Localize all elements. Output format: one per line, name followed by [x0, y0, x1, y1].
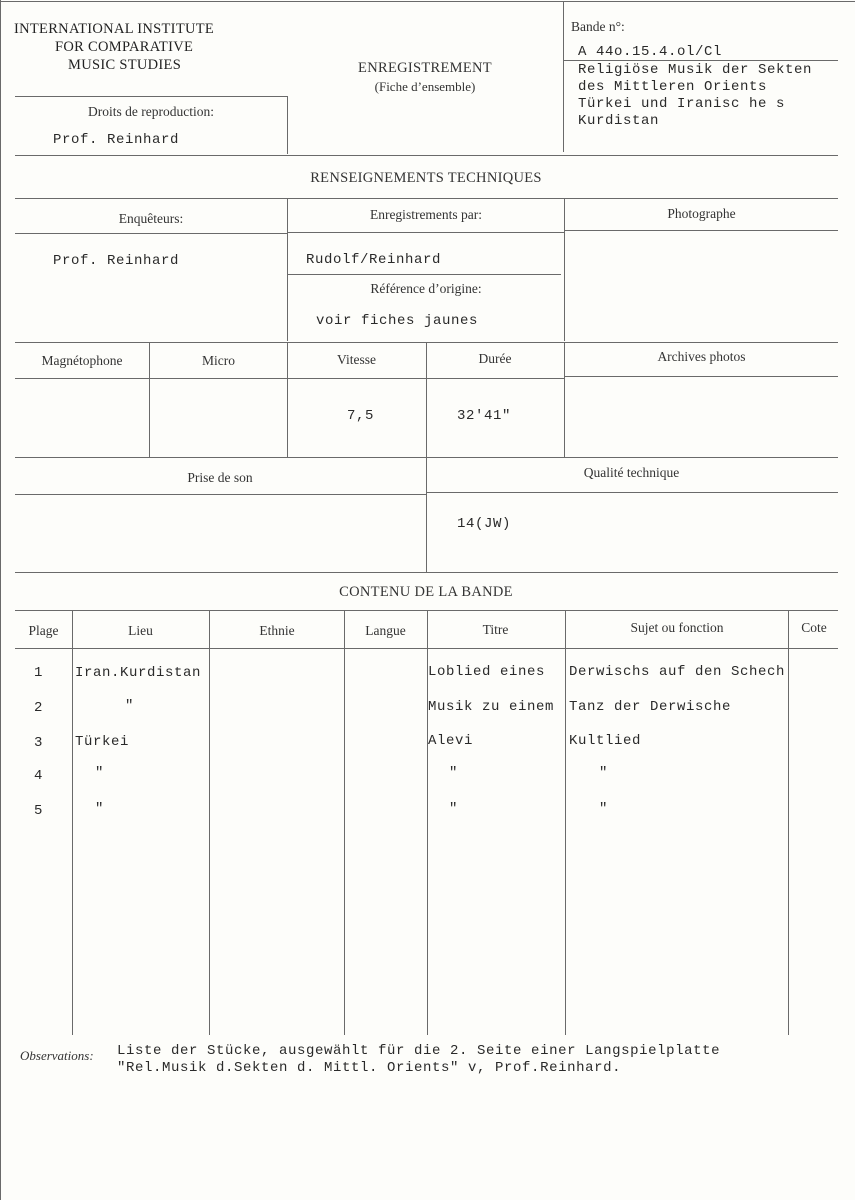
col-plage: Plage [28, 623, 59, 638]
ethnie-left-line [209, 610, 210, 1035]
col-sujet: Sujet ou fonction [630, 620, 724, 635]
prise-label: Prise de son [187, 470, 253, 485]
enregistrements-value: Rudolf/Reinhard [306, 252, 442, 268]
row-5-titre: " [449, 801, 459, 817]
techniques-top-line [15, 198, 838, 199]
form-title: ENREGISTREMENT [358, 60, 492, 76]
row-5-plage: 5 [34, 803, 44, 819]
col-ethnie: Ethnie [259, 623, 295, 638]
observations-label: Observations: [20, 1048, 94, 1063]
archives-label: Archives photos [657, 349, 746, 364]
row-1-titre: Loblied eines [428, 664, 546, 680]
row-3-sujet: Kultlied [569, 733, 642, 749]
cote-left-line [788, 610, 789, 1035]
langue-left-line [344, 610, 345, 1035]
bande-number-underline [563, 60, 838, 61]
row-3-titre: Alevi [428, 733, 474, 749]
reference-value: voir fiches jaunes [316, 313, 479, 329]
vitesse-value: 7,5 [347, 408, 375, 424]
duree-value: 32'41" [457, 408, 512, 424]
contenu-heading: CONTENU DE LA BANDE [339, 584, 513, 600]
prise-underline [15, 494, 426, 495]
row-1-lieu: Iran.Kurdistan [75, 665, 202, 681]
row-2-lieu: " [125, 698, 135, 714]
vitesse-label: Vitesse [337, 352, 376, 367]
row-1-sujet: Derwischs auf den Schech [569, 664, 786, 680]
row-5-sujet: " [599, 801, 609, 817]
row-4-titre: " [449, 765, 459, 781]
header-bottom-line [15, 155, 838, 156]
lieu-left-line [72, 610, 73, 1035]
magnetophone-label: Magnétophone [41, 353, 123, 368]
enregistrements-label: Enregistrements par: [369, 207, 483, 222]
left-border-line [0, 0, 1, 1200]
observations-line-1: Liste der Stücke, ausgewählt für die 2. Seite einer Langspielplatte [117, 1043, 721, 1059]
magnetophone-underline [15, 378, 564, 379]
photographe-label: Photographe [667, 206, 736, 221]
archives-underline [565, 376, 838, 377]
archives-left-line [564, 342, 565, 457]
reference-top-line [288, 274, 561, 275]
enregistrements-right-line [564, 198, 565, 341]
droits-label: Droits de reproduction: [88, 104, 214, 119]
form-subtitle: (Fiche d’ensemble) [374, 79, 476, 94]
prise-top-line [15, 457, 838, 458]
bande-title-line-2: des Mittleren Orients [578, 79, 768, 95]
bande-box-left-line [563, 2, 564, 152]
enqueteurs-label: Enquêteurs: [118, 211, 184, 226]
bande-title-line-4: Kurdistan [578, 113, 660, 129]
row-3-plage: 3 [34, 735, 44, 751]
top-border-line [0, 1, 855, 2]
qualite-label: Qualité technique [583, 465, 680, 480]
row-2-sujet: Tanz der Derwische [569, 699, 732, 715]
col-titre: Titre [482, 622, 509, 637]
bande-title-line-1: Religiöse Musik der Sekten [578, 62, 813, 78]
droits-value: Prof. Reinhard [53, 132, 180, 148]
sujet-left-line [565, 610, 566, 1035]
enqueteurs-underline [15, 233, 287, 234]
enregistrements-underline [288, 232, 564, 233]
row-2-titre: Musik zu einem [428, 699, 555, 715]
titre-left-line [427, 610, 428, 1035]
micro-label: Micro [202, 353, 235, 368]
reference-label: Référence d’origine: [370, 281, 482, 296]
droits-right-line [287, 96, 288, 154]
row-5-lieu: " [95, 801, 105, 817]
bande-number: A 44o.15.4.ol/Cl [578, 44, 723, 60]
institute-line-2: FOR COMPARATIVE [55, 39, 194, 55]
bande-title-line-3: Türkei und Iranisc he s [578, 96, 786, 112]
row-1-plage: 1 [34, 665, 44, 681]
photographe-underline [565, 230, 838, 231]
enqueteurs-right-line [287, 198, 288, 341]
techniques-bottom-line [15, 572, 838, 573]
col-cote: Cote [801, 620, 827, 635]
col-lieu: Lieu [128, 623, 153, 638]
institute-line-3: MUSIC STUDIES [68, 57, 182, 73]
micro-left-line [149, 342, 150, 457]
qualite-value: 14(JW) [457, 516, 512, 532]
enqueteurs-value: Prof. Reinhard [53, 253, 180, 269]
droits-top-line [15, 96, 287, 97]
institute-line-1: INTERNATIONAL INSTITUTE [14, 21, 215, 37]
row-4-plage: 4 [34, 768, 44, 784]
row-3-lieu: Türkei [75, 734, 130, 750]
row-4-sujet: " [599, 765, 609, 781]
col-langue: Langue [365, 623, 406, 638]
row-4-lieu: " [95, 765, 105, 781]
vitesse-left-line [287, 342, 288, 457]
observations-line-2: "Rel.Musik d.Sekten d. Mittl. Orients" v, Prof.Reinhard. [117, 1060, 622, 1076]
bande-label: Bande n°: [571, 19, 625, 34]
qualite-underline [427, 492, 838, 493]
duree-label: Durée [478, 351, 512, 366]
row-2-plage: 2 [34, 700, 44, 716]
techniques-heading: RENSEIGNEMENTS TECHNIQUES [310, 170, 542, 186]
